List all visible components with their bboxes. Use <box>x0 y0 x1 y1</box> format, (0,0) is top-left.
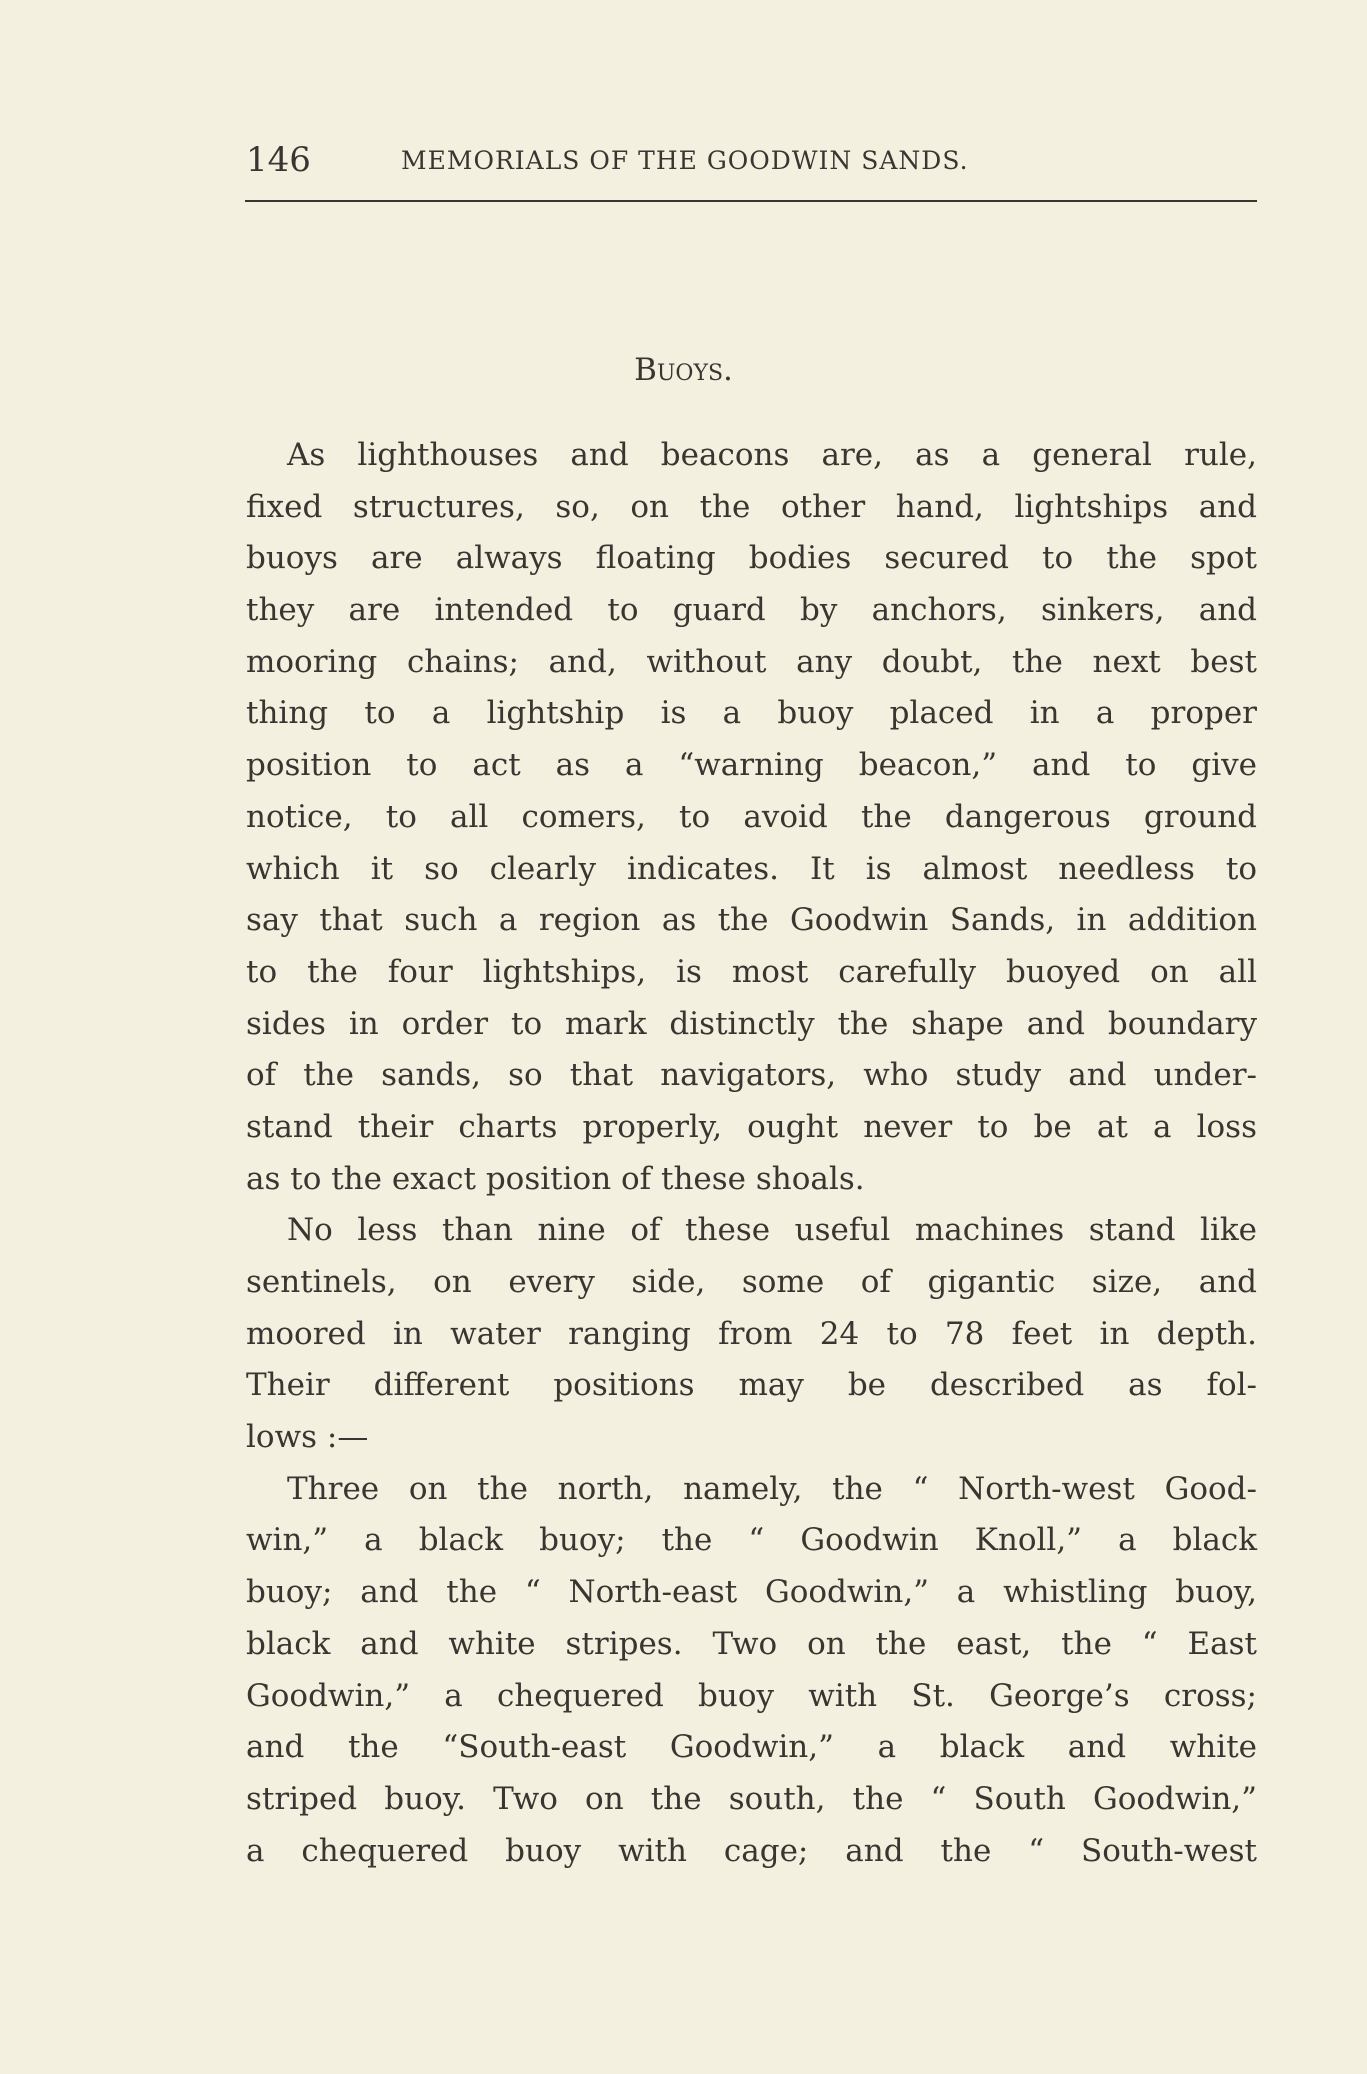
text-line: sentinels, on every side, some of gigantic size, and <box>246 1264 1257 1300</box>
text-line: a chequered buoy with cage; and the “ South-west <box>246 1832 1257 1869</box>
text-line: position to act as a “warning beacon,” and to give <box>246 747 1257 784</box>
text-line: As lighthouses and beacons are, as a general rule, <box>287 437 1257 473</box>
text-line: notice, to all comers, to avoid the dangerous ground <box>246 798 1257 835</box>
text-line: buoy; and the “ North-east Goodwin,” a whistling buoy, <box>246 1574 1257 1611</box>
text-line: striped buoy. Two on the south, the “ South Goodwin,” <box>246 1780 1257 1817</box>
text-line: to the four lightships, is most carefully buoyed on all <box>246 953 1257 990</box>
text-line: of the sands, so that navigators, who study and under- <box>246 1057 1257 1094</box>
section-title: Buoys. <box>634 352 733 388</box>
text-line: moored in water ranging from 24 to 78 feet in depth. <box>246 1315 1257 1352</box>
text-line: Goodwin,” a chequered buoy with St. George’s cross; <box>246 1677 1257 1714</box>
text-line: buoys are always floating bodies secured to the spot <box>246 540 1257 577</box>
text-line: black and white stripes. Two on the east, the “ East <box>246 1625 1257 1662</box>
body-text <box>246 430 1257 1877</box>
text-line: No less than nine of these useful machines stand like <box>287 1212 1257 1249</box>
text-line: thing to a lightship is a buoy placed in a proper <box>246 695 1257 732</box>
text-line: they are intended to guard by anchors, sinkers, and <box>246 592 1257 629</box>
text-line: say that such a region as the Goodwin Sands, in addition <box>246 902 1257 939</box>
text-line: mooring chains; and, without any doubt, the next best <box>246 643 1257 680</box>
running-title: MEMORIALS OF THE GOODWIN SANDS. <box>401 146 969 175</box>
page-number: 146 <box>246 140 311 180</box>
text-line: sides in order to mark distinctly the shape and boundary <box>246 1005 1257 1042</box>
text-line: Three on the north, namely, the “ North-west Good- <box>287 1470 1257 1507</box>
text-line: Their different positions may be described as fol- <box>246 1367 1257 1404</box>
text-line: fixed structures, so, on the other hand, lightships and <box>246 488 1257 525</box>
text-line: which it so clearly indicates. It is almost needless to <box>246 850 1257 887</box>
text-line: win,” a black buoy; the “ Goodwin Knoll,” a black <box>246 1522 1257 1559</box>
text-line: and the “South-east Goodwin,” a black and white <box>246 1729 1257 1766</box>
header-rule <box>245 200 1257 202</box>
text-line: as to the exact position of these shoals. <box>246 1160 865 1197</box>
page-header <box>246 140 1256 186</box>
text-line: stand their charts properly, ought never to be at a loss <box>246 1108 1257 1145</box>
text-line: lows :— <box>246 1419 369 1456</box>
